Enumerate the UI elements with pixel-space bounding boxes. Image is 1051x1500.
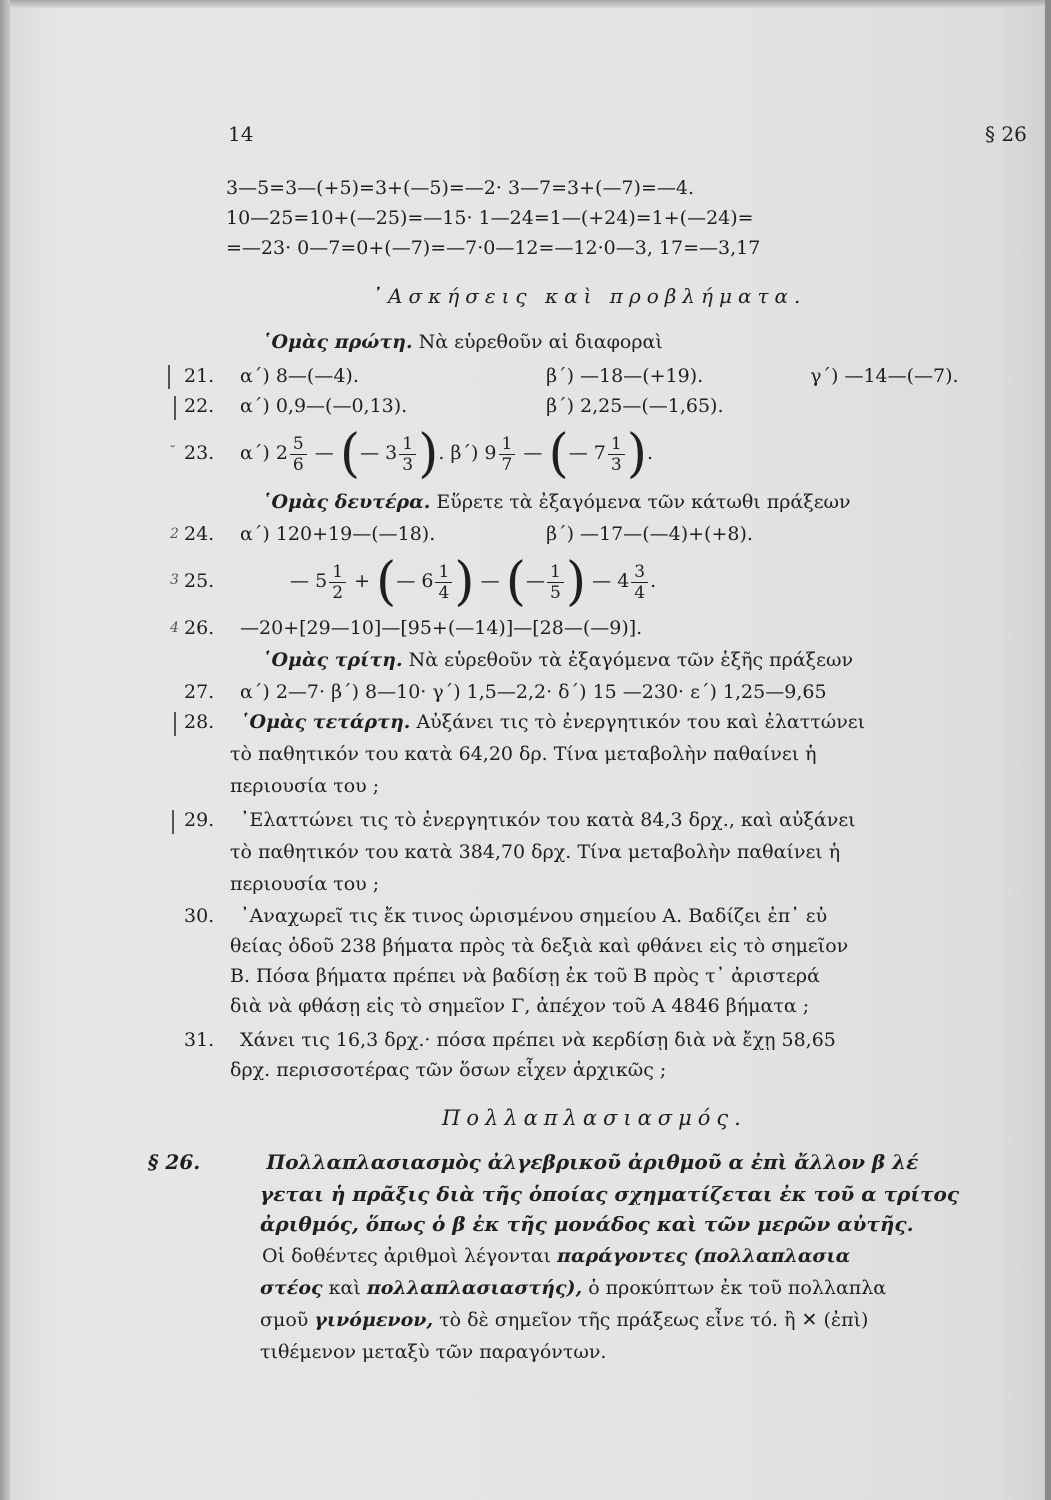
exercise-22 [184, 394, 724, 418]
group-2-heading [262, 490, 851, 514]
exercise-22-b: β΄) 2,25—(—1,65). [546, 395, 724, 417]
group-1-label: ῾Ομὰς πρώτη. [262, 331, 413, 353]
exercise-number: 29. [184, 809, 215, 831]
paragraph-line-2 [260, 1276, 886, 1300]
exercise-30-text: ᾿Αναχωρεῖ τις ἔκ τινος ὡρισμένου σημείου Α. Βαδίζει ἐπ᾿ εὐ [240, 905, 828, 927]
exercise-31-line-1 [184, 1028, 836, 1052]
worked-line-1: 3—5=3—(+5)=3+(—5)=—2· 3—7=3+(—7)=—4. [226, 177, 695, 199]
margin-note: ˘ [168, 444, 175, 460]
exercise-22-a: α΄) 0,9—(—0,13). [240, 395, 408, 417]
group-2-text: Εὕρετε τὰ ἐξαγόμενα τῶν κάτωθι πράξεων [436, 491, 851, 513]
exercise-number: 24. [184, 523, 215, 545]
fraction: $\frac{1}{3}$ [399, 434, 416, 475]
exercise-30-line-1 [184, 904, 827, 928]
text: σμοῦ [260, 1309, 309, 1331]
exercise-number: 25. [184, 570, 215, 592]
paragraph-line-1 [262, 1244, 850, 1268]
exercise-number: 21. [184, 365, 215, 387]
exercise-26-text: —20+[29—10]—[95+(—14)]—[28—(—9)]. [240, 617, 643, 639]
page-number: 14 [228, 122, 254, 146]
section-title: Πολλαπλασιασμός. [442, 1106, 747, 1130]
margin-note: 3 [170, 572, 179, 588]
exercise-27 [184, 680, 827, 704]
left-paren: ( [548, 424, 569, 484]
margin-mark [174, 396, 176, 420]
exercise-24-b: β΄) —17—(—4)+(+8). [546, 523, 753, 545]
worked-line-3: =—23· 0—7=0+(—7)=—7·0—12=—12·0—3, 17=—3,17 [226, 237, 761, 259]
group-1-heading [262, 330, 663, 354]
paragraph-line-4: τιθέμενον μεταξὺ τῶν παραγόντων. [260, 1341, 607, 1363]
right-paren: ) [454, 552, 475, 612]
group-3-heading [262, 648, 853, 672]
minus-sign: — [314, 442, 334, 464]
left-paren: ( [505, 552, 526, 612]
fraction: $\frac{3}{4}$ [631, 562, 648, 603]
exercise-23-a-prefix: α΄) 2 [240, 442, 288, 464]
fraction: $\frac{1}{7}$ [499, 434, 516, 475]
text: καὶ [328, 1277, 361, 1299]
term: — 4 [592, 570, 630, 592]
exercise-23: 23. α΄) 2 $\frac{5}{6}$ — (— 3 $\frac{1}{3}$ ). β΄) 9 $\frac{1}{7}$ — (— 7 $\frac{1}{3}$ ). [184, 424, 654, 484]
exercise-31-line-2: δρχ. περισσοτέρας τῶν ὅσων εἶχεν ἀρχικῶς ; [230, 1059, 667, 1081]
term: γινόμενον, [314, 1309, 434, 1331]
period: . [650, 570, 657, 592]
fraction: $\frac{1}{4}$ [435, 562, 452, 603]
exercise-number: 22. [184, 395, 215, 417]
left-paren: ( [339, 424, 361, 484]
fraction: $\frac{5}{6}$ [290, 434, 307, 475]
exercise-27-text: α΄) 2—7· β΄) 8—10· γ΄) 1,5—2,2· δ΄) 15 —230· ε΄) 1,25—9,65 [240, 681, 827, 703]
definition-text: Πολλαπλασιασμὸς ἀλγεβρικοῦ ἀριθμοῦ α ἐπὶ ἄλλον β λέ [266, 1150, 919, 1174]
exercise-29-line-2: τὸ παθητικόν του κατὰ 384,70 δρχ. Τίνα μεταβολὴν παθαίνει ἡ [230, 841, 841, 863]
exercise-21-c: γ΄) —14—(—7). [810, 365, 959, 387]
term: παράγοντες (πολλαπλασια [557, 1245, 851, 1267]
exercise-28-line-1 [184, 710, 865, 734]
section-26-line-3: ἀριθμός, ὅπως ὁ β ἐκ τῆς μονάδος καὶ τῶν μερῶν αὐτῆς. [260, 1212, 914, 1236]
section-26-line-2: γεται ἡ πρᾶξις διὰ τῆς ὁποίας σχηματίζεται ἐκ τοῦ α τρίτος [260, 1182, 959, 1206]
exercise-21-a: α΄) 8—(—4). [240, 365, 359, 387]
exercise-number: 26. [184, 617, 215, 639]
group-3-label: ῾Ομὰς τρίτη. [262, 649, 403, 671]
right-paren: ) [565, 552, 587, 612]
left-paren: ( [376, 552, 397, 612]
exercise-number: 31. [184, 1029, 215, 1051]
right-paren: ) [626, 424, 648, 484]
section-reference: § 26 [985, 122, 1027, 146]
page-right-edge [1045, 0, 1051, 1500]
exercise-21 [184, 364, 959, 388]
exercise-21-b: β΄) —18—(+19). [546, 365, 704, 387]
term: — 7 [568, 442, 606, 464]
exercise-30-line-4: διὰ νὰ φθάσῃ εἰς τὸ σημεῖον Γ, ἀπέχον τοῦ Α 4846 βήματα ; [230, 995, 810, 1017]
exercise-number: 28. [184, 711, 215, 733]
term: στέος [260, 1277, 323, 1299]
fraction: $\frac{1}{5}$ [547, 562, 564, 603]
worked-line-2: 10—25=10+(—25)=—15· 1—24=1—(+24)=1+(—24)= [226, 207, 754, 229]
group-1-text: Νὰ εὑρεθοῦν αἱ διαφοραὶ [418, 331, 663, 353]
term: — 6 [396, 570, 434, 592]
text: Οἱ δοθέντες ἀριθμοὶ λέγονται [262, 1245, 551, 1267]
group-3-text: Νὰ εὑρεθοῦν τὰ ἐξαγόμενα τῶν ἑξῆς πράξεων [408, 649, 853, 671]
exercise-26 [184, 616, 642, 640]
section-26-label: § 26. [148, 1150, 201, 1174]
exercise-29-line-1 [184, 808, 856, 832]
minus-sign: — [523, 442, 543, 464]
term: — 3 [360, 442, 398, 464]
exercise-30-line-2: θείας ὁδοῦ 238 βήματα πρὸς τὰ δεξιὰ καὶ φθάνει εἰς τὸ σημεῖον [230, 935, 849, 957]
margin-mark [172, 810, 174, 834]
paragraph-line-3 [260, 1308, 868, 1332]
exercise-number: 30. [184, 905, 215, 927]
page-left-edge [0, 0, 10, 1500]
term: πολλαπλασιαστής), [366, 1277, 583, 1299]
exercise-number: 27. [184, 681, 215, 703]
section-26-line-1 [148, 1150, 918, 1174]
exercise-25 [184, 552, 656, 612]
plus-sign: + [354, 570, 370, 592]
exercise-29-text: ᾿Ελαττώνει τις τὸ ἐνεργητικόν του κατὰ 84,3 δρχ., καὶ αὐξάνει [240, 809, 856, 831]
margin-note: 2 [170, 526, 179, 542]
exercise-28-text: Αὐξάνει τις τὸ ἐνεργητικόν του καὶ ἐλαττώνει [416, 711, 866, 733]
exercise-28-line-2: τὸ παθητικόν του κατὰ 64,20 δρ. Τίνα μεταβολὴν παθαίνει ἡ [230, 743, 817, 765]
group-4-label: ῾Ομὰς τετάρτη. [240, 711, 411, 733]
exercises-title: ᾿Ασκήσεις καὶ προβλήματα. [372, 284, 807, 308]
exercise-31-text: Χάνει τις 16,3 δρχ.· πόσα πρέπει νὰ κερδίσῃ διὰ νὰ ἔχῃ 58,65 [240, 1029, 836, 1051]
text: ὁ προκύπτων ἐκ τοῦ πολλαπλα [588, 1277, 887, 1299]
right-paren: ) [418, 424, 439, 484]
margin-mark [168, 365, 170, 389]
group-2-label: ῾Ομὰς δευτέρα. [262, 491, 431, 513]
margin-note: 4 [170, 620, 179, 636]
text: τὸ δὲ σημεῖον τῆς πράξεως εἶνε τό. ἢ ✕ (ἐπὶ) [439, 1309, 869, 1331]
exercise-number: 23. [184, 442, 215, 464]
page-top-edge [0, 0, 1051, 8]
exercise-28-line-3: περιουσία του ; [230, 775, 380, 797]
exercise-24 [184, 522, 753, 546]
fraction: $\frac{1}{3}$ [608, 434, 625, 475]
term: — 5 [290, 570, 328, 592]
minus-sign: — [480, 570, 500, 592]
margin-mark [174, 712, 176, 736]
exercise-29-line-3: περιουσία του ; [230, 873, 380, 895]
fraction: $\frac{1}{2}$ [329, 562, 346, 603]
exercise-23-b-prefix: β΄) 9 [450, 442, 497, 464]
term: — [525, 570, 545, 592]
exercise-30-line-3: Β. Πόσα βήματα πρέπει νὰ βαδίσῃ ἐκ τοῦ Β πρὸς τ᾿ ἀριστερά [230, 965, 820, 987]
exercise-24-a: α΄) 120+19—(—18). [240, 523, 436, 545]
